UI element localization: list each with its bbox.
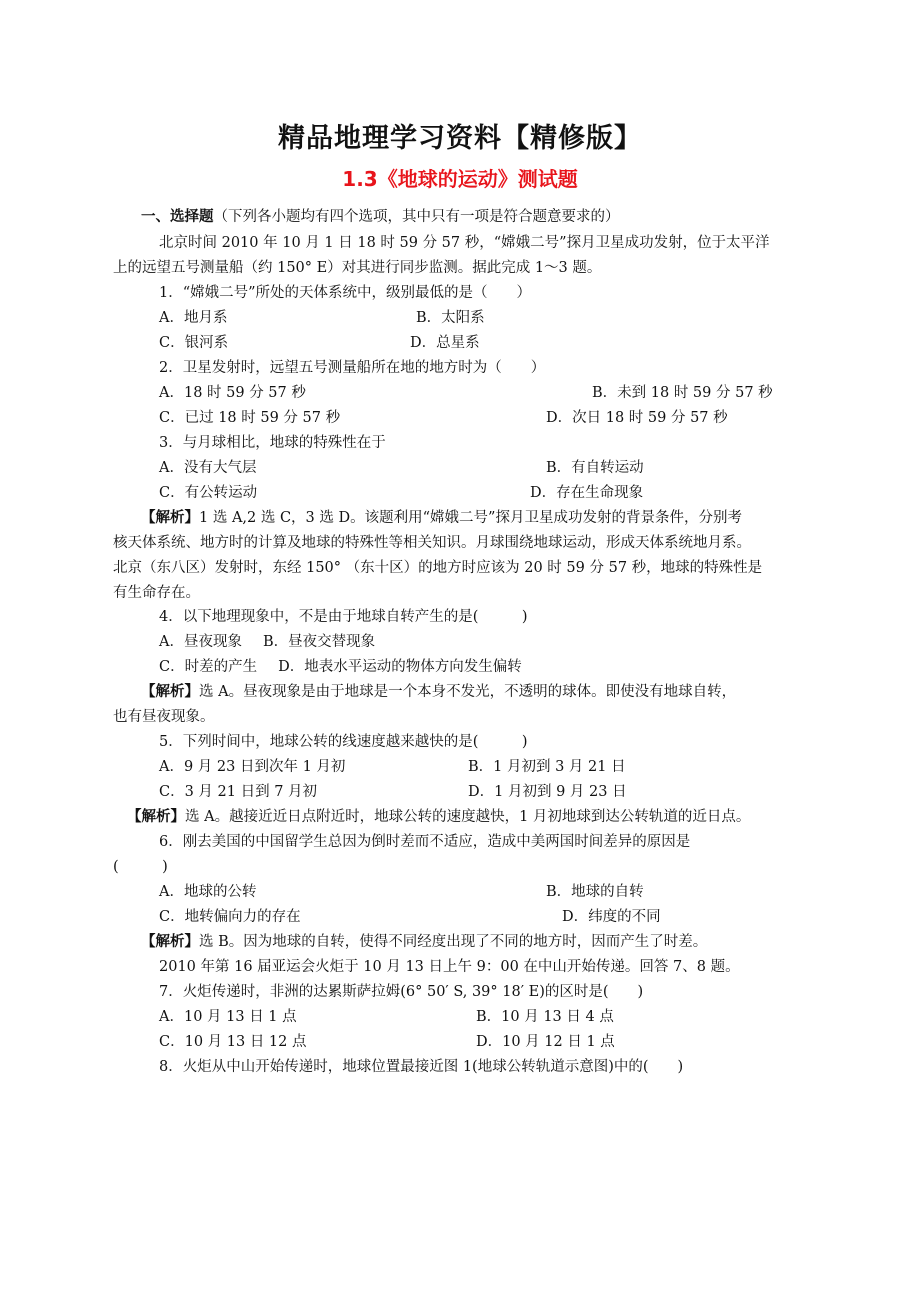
q4-option-c: C．时差的产生 — [159, 659, 258, 675]
q8-stem: 8．火炬从中山开始传递时，地球位置最接近图 1(地球公转轨道示意图)中的( ) — [159, 1059, 684, 1075]
q4-options-cd — [159, 657, 522, 677]
analysis-1-3-line2: 核天体系统、地方时的计算及地球的特殊性等相关知识。月球围绕地球运动，形成天体系统地月系。 — [113, 535, 751, 551]
q5-option-b: B．1 月初到 3 月 21 日 — [468, 759, 626, 775]
section-heading: 一、选择题 — [141, 209, 214, 225]
passage1-line2: 上的远望五号测量船（约 150° E）对其进行同步监测。据此完成 1～3 题。 — [113, 260, 602, 276]
analysis-1-3-line1: 【解析】1 选 A,2 选 C，3 选 D。该题利用“嫦娥二号”探月卫星成功发射的背景条件，分别考 — [141, 510, 742, 526]
q5-stem: 5．下列时间中，地球公转的线速度越来越快的是( ) — [159, 734, 528, 750]
analysis-label: 【解析】 — [141, 684, 199, 700]
analysis-5-line1: 【解析】选 A。越接近近日点附近时，地球公转的速度越快，1 月初地球到达公转轨道的近日点。 — [127, 809, 751, 825]
q5-option-d: D．1 月初到 9 月 23 日 — [468, 784, 627, 800]
q1-option-c: C．银河系 — [159, 335, 229, 351]
q2-option-b: B．未到 18 时 59 分 57 秒 — [592, 385, 773, 401]
q5-option-c: C．3 月 21 日到 7 月初 — [159, 784, 318, 800]
q6-option-c: C．地转偏向力的存在 — [159, 909, 301, 925]
q7-option-d: D．10 月 12 日 1 点 — [476, 1034, 615, 1050]
q6-stem-line1: 6．刚去美国的中国留学生总因为倒时差而不适应，造成中美两国时间差异的原因是 — [159, 834, 691, 850]
section-heading-line — [141, 207, 620, 227]
analysis-6-line1: 【解析】选 B。因为地球的自转，使得不同经度出现了不同的地方时，因而产生了时差。 — [141, 934, 708, 950]
q2-option-a: A．18 时 59 分 57 秒 — [159, 385, 306, 401]
q4-option-d: D．地表水平运动的物体方向发生偏转 — [278, 659, 522, 675]
q2-option-c: C．已过 18 时 59 分 57 秒 — [159, 410, 341, 426]
q7-stem: 7．火炬传递时，非洲的达累斯萨拉姆(6° 50′ S, 39° 18′ E)的区时是( ) — [159, 984, 644, 1000]
q2-stem: 2．卫星发射时，远望五号测量船所在地的地方时为（ ） — [159, 360, 546, 376]
q1-stem: 1．“嫦娥二号”所处的天体系统中，级别最低的是（ ） — [159, 285, 532, 301]
analysis-1-3-line3: 北京（东八区）发射时，东经 150° （东十区）的地方时应该为 20 时 59 分 57 秒，地球的特殊性是 — [113, 560, 763, 576]
q4-option-a: A．昼夜现象 — [159, 634, 242, 650]
passage1-line1: 北京时间 2010 年 10 月 1 日 18 时 59 分 57 秒，“嫦娥二号”探月卫星成功发射，位于太平洋 — [159, 235, 770, 251]
page-title: 精品地理学习资料【精修版】 — [278, 123, 642, 154]
section-instruction: （下列各小题均有四个选项，其中只有一项是符合题意要求的） — [213, 209, 620, 225]
q1-option-a: A．地月系 — [159, 310, 228, 326]
q3-option-c: C．有公转运动 — [159, 485, 258, 501]
q3-option-b: B．有自转运动 — [546, 460, 644, 476]
q5-option-a: A．9 月 23 日到次年 1 月初 — [159, 759, 346, 775]
q4-stem: 4．以下地理现象中，不是由于地球自转产生的是( ) — [159, 609, 528, 625]
analysis-4-line1: 【解析】选 A。昼夜现象是由于地球是一个本身不发光，不透明的球体。即使没有地球自转， — [141, 684, 737, 700]
q4-option-b: B．昼夜交替现象 — [262, 634, 376, 650]
analysis-label: 【解析】 — [141, 934, 199, 950]
passage2-line1: 2010 年第 16 届亚运会火炬于 10 月 13 日上午 9：00 在中山开始传递。回答 7、8 题。 — [159, 959, 740, 975]
q7-option-b: B．10 月 13 日 4 点 — [476, 1009, 614, 1025]
q4-options-ab — [159, 632, 375, 652]
q6-option-d: D．纬度的不同 — [562, 909, 661, 925]
q7-option-a: A．10 月 13 日 1 点 — [159, 1009, 297, 1025]
test-subtitle: 1.3《地球的运动》测试题 — [342, 167, 578, 191]
analysis-label: 【解析】 — [127, 809, 185, 825]
analysis-4-line2: 也有昼夜现象。 — [113, 709, 215, 725]
q1-option-d: D．总星系 — [410, 335, 480, 351]
q6-stem-line2: ( ) — [113, 859, 168, 875]
q3-option-d: D．存在生命现象 — [530, 485, 644, 501]
q3-stem: 3．与月球相比，地球的特殊性在于 — [159, 435, 386, 451]
q2-option-d: D．次日 18 时 59 分 57 秒 — [546, 410, 728, 426]
q7-option-c: C．10 月 13 日 12 点 — [159, 1034, 307, 1050]
q1-option-b: B．太阳系 — [416, 310, 485, 326]
q3-option-a: A．没有大气层 — [159, 460, 257, 476]
q6-option-b: B．地球的自转 — [546, 884, 644, 900]
analysis-1-3-line4: 有生命存在。 — [113, 585, 200, 601]
analysis-label: 【解析】 — [141, 510, 199, 526]
q6-option-a: A．地球的公转 — [159, 884, 257, 900]
